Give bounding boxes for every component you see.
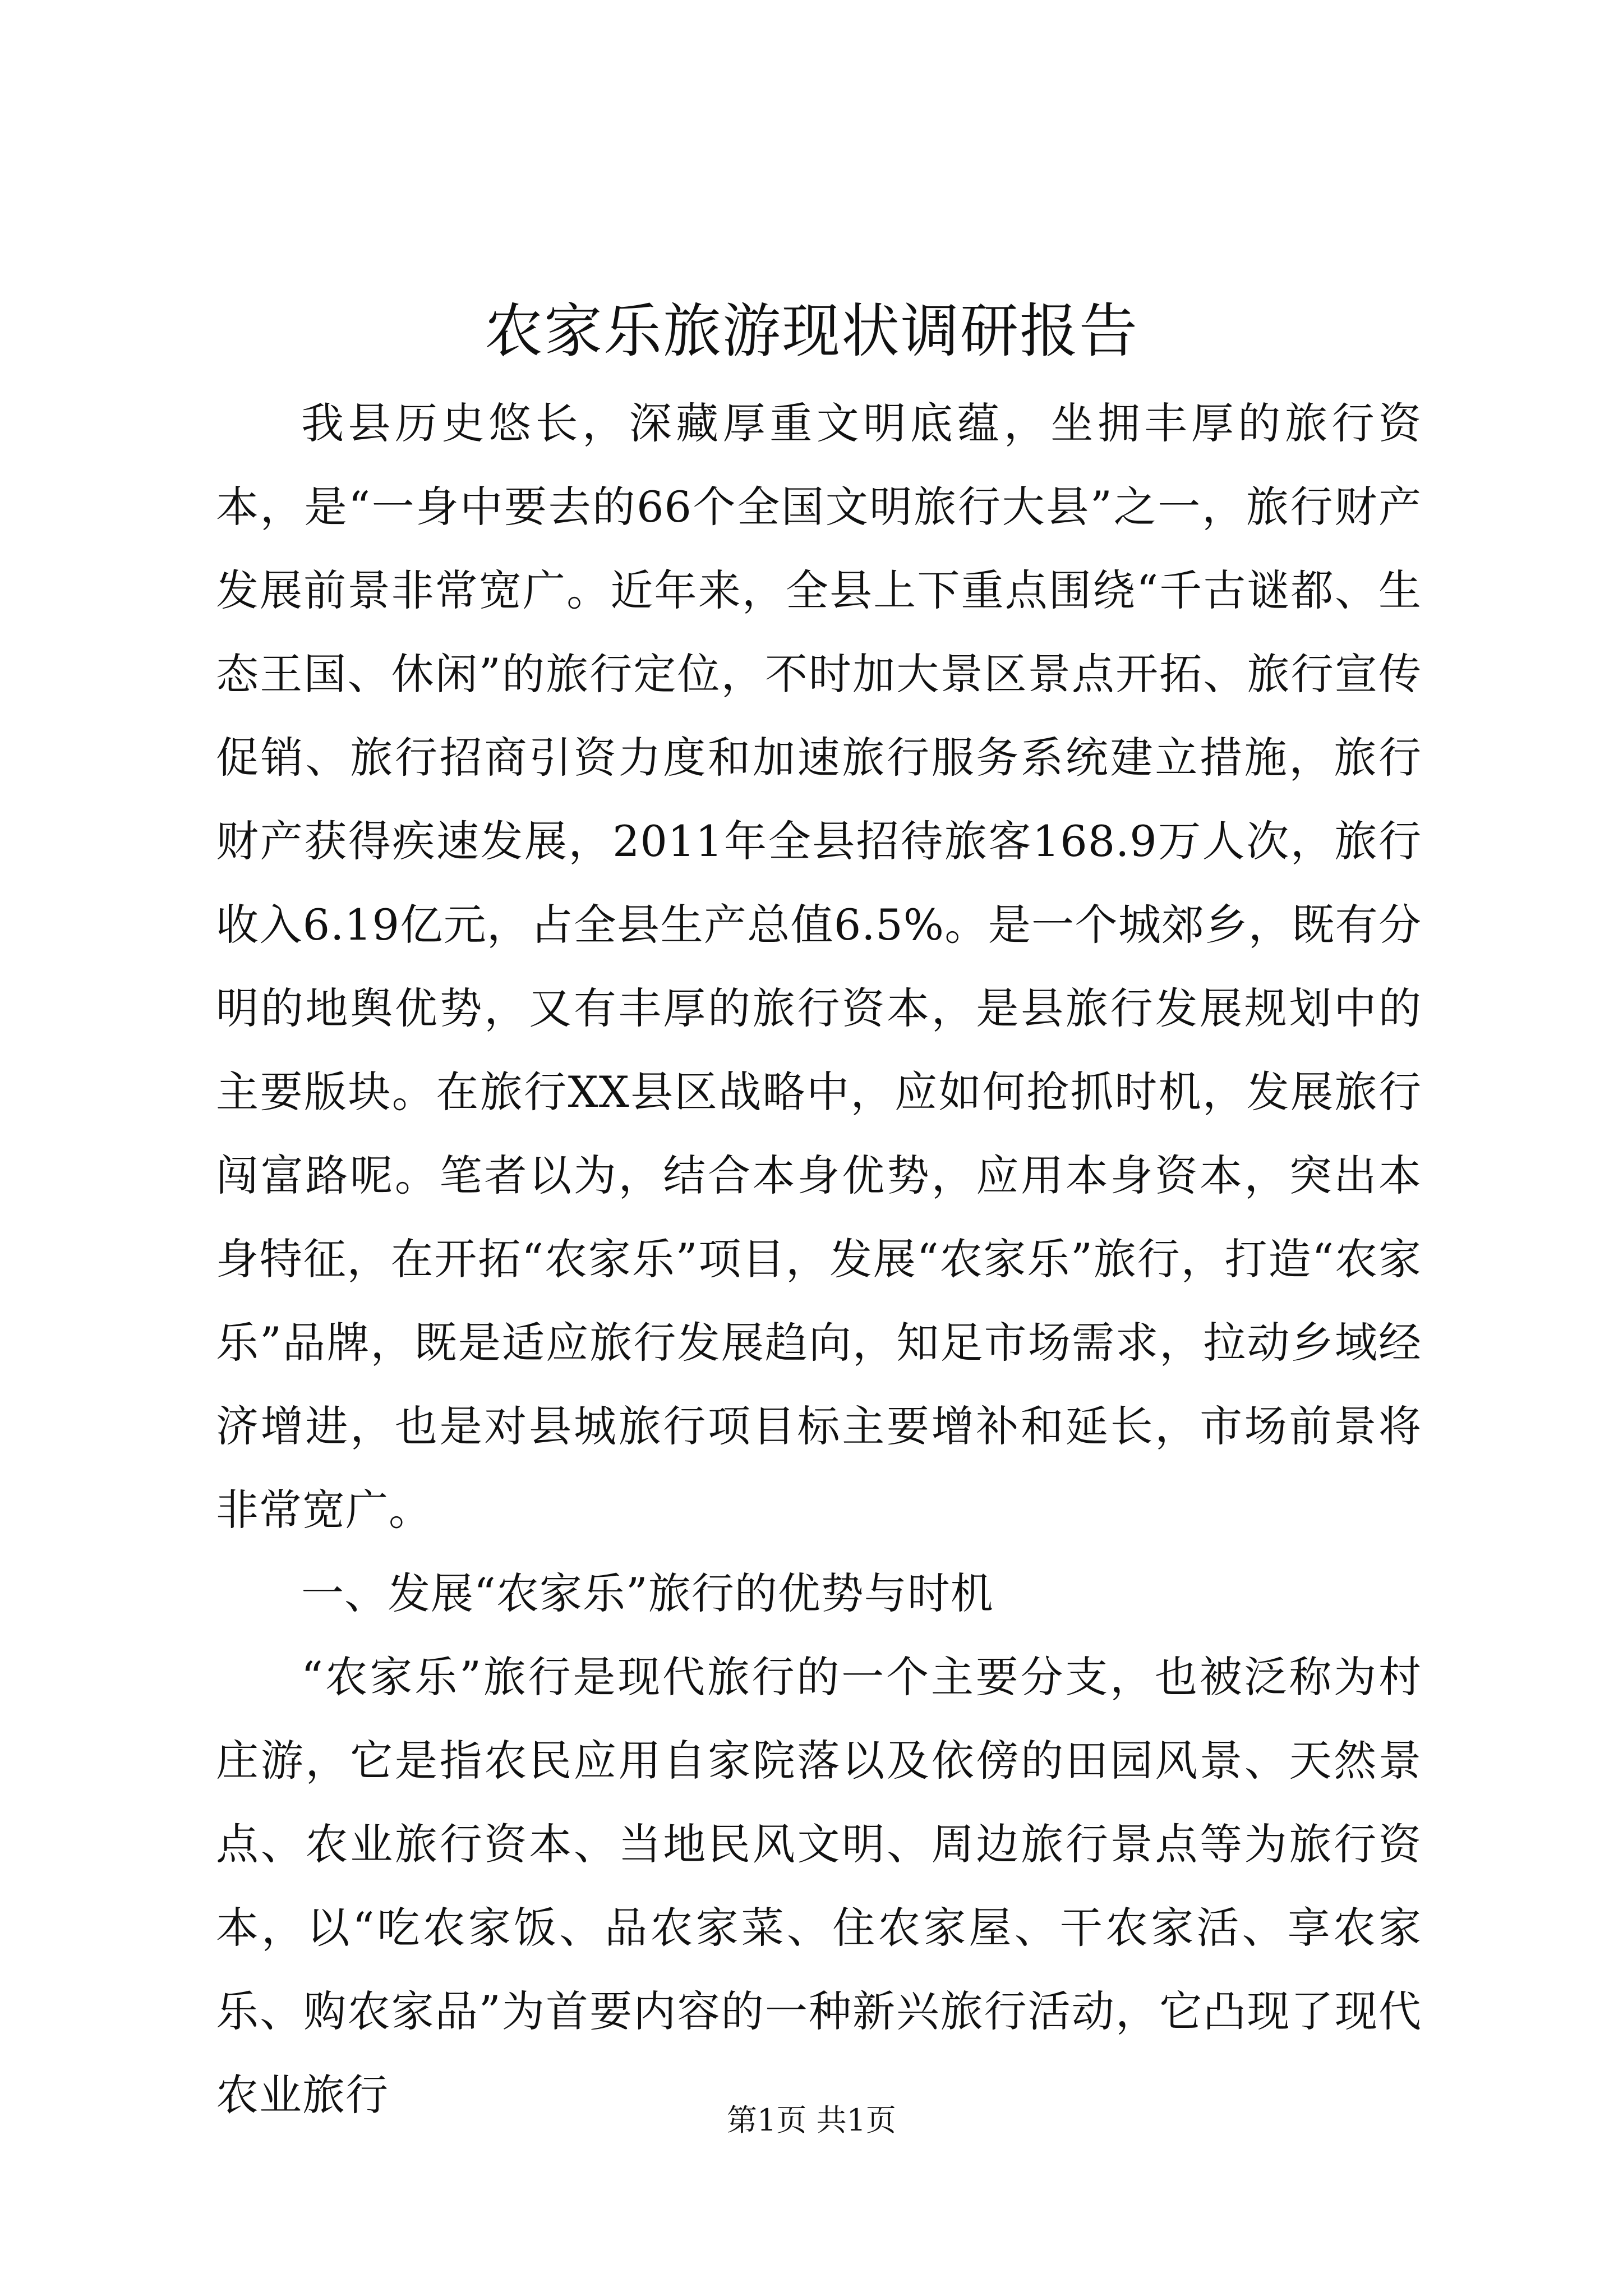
section-heading: 一、发展“农家乐”旅行的优势与时机 — [301, 1568, 994, 1618]
document-body — [216, 381, 1422, 2137]
page-footer: 第1页 共1页 — [727, 2102, 896, 2138]
paragraph-definition: “农家乐”旅行是现代旅行的一个主要分支，也被泛称为村庄游，它是指农民应用自家院落以及依傍的田园风景、天然景点、农业旅行资本、当地民风文明、周边旅行景点等为旅行资本，以“吃农家饭、品农家菜、住农家屋、干农家活、享农家乐、购农家品”为首要内容的一种新兴旅行活动，它凸现了现代农业旅行 — [216, 1652, 1422, 2120]
document-title: 农家乐旅游现状调研报告 — [484, 297, 1138, 365]
paragraph-intro: 我县历史悠长，深藏厚重文明底蕴，坐拥丰厚的旅行资本，是“一身中要去的66个全国文明旅行大县”之一，旅行财产发展前景非常宽广。近年来，全县上下重点围绕“千古谜都、生态王国、休闲”的旅行定位，不时加大景区景点开拓、旅行宣传促销、旅行招商引资力度和加速旅行服务系统建立措施，旅行财产获得疾速发展，2011年全县招待旅客168.9万人次，旅行收入6.19亿元，占全县生产总值6.5%。是一个城郊乡，既有分明的地舆优势，又有丰厚的旅行资本，是县旅行发展规划中的主要版块。在旅行XX县区战略中，应如何抢抓时机，发展旅行闯富路呢。笔者以为，结合本身优势，应用本身资本，突出本身特征，在开拓“农家乐”项目，发展“农家乐”旅行，打造“农家乐”品牌，既是适应旅行发展趋向，知足市场需求，拉动乡域经济增进，也是对县城旅行项目标主要增补和延长，市场前景将非常宽广。 — [216, 398, 1422, 1535]
